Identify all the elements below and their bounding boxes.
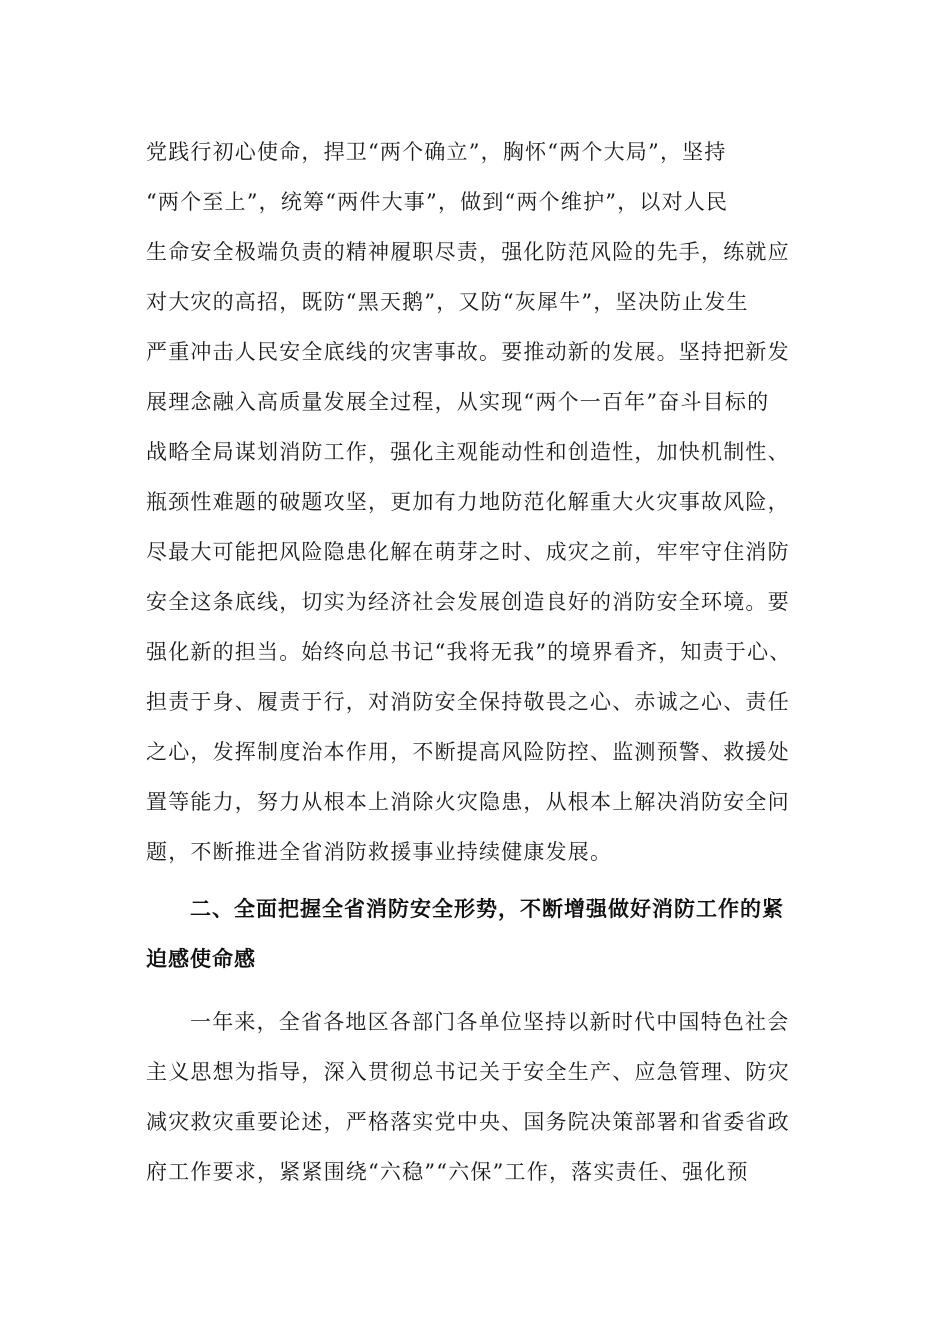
paragraph-line: 对大灾的高招，既防“黑天鹅”，又防“灰犀牛”，坚决防止发生 (146, 290, 749, 314)
section-heading (146, 884, 826, 984)
paragraph-line: 生命安全极端负责的精神履职尽责，强化防范风险的先手，练就应 (146, 240, 790, 264)
paragraph-line: 题，不断推进全省消防救援事业持续健康发展。 (146, 840, 613, 864)
paragraph-line: 尽最大可能把风险隐患化解在萌芽之时、成灾之前，牢牢守住消防 (146, 540, 790, 564)
paragraph-line: 一年来，全省各地区各部门各单位坚持以新时代中国特色社会 (190, 1010, 790, 1034)
paragraph-line: 府工作要求，紧紧围绕“六稳”“六保”工作，落实责任、强化预 (146, 1160, 749, 1184)
paragraph-line: 瓶颈性难题的破题攻坚，更加有力地防范化解重大火灾事故风险， (146, 490, 790, 514)
paragraph-line: 严重冲击人民安全底线的灾害事故。要推动新的发展。坚持把新发 (146, 340, 790, 364)
paragraph-line: 主义思想为指导，深入贯彻总书记关于安全生产、应急管理、防灾 (146, 1060, 790, 1084)
paragraph-line: 安全这条底线，切实为经济社会发展创造良好的消防安全环境。要 (146, 590, 790, 614)
paragraph-line: 减灾救灾重要论述，严格落实党中央、国务院决策部署和省委省政 (146, 1110, 790, 1134)
paragraph-line: 强化新的担当。始终向总书记“我将无我”的境界看齐，知责于心、 (146, 640, 792, 664)
heading-line: 二、全面把握全省消防安全形势，不断增强做好消防工作的紧 (190, 897, 784, 921)
paragraph-line: 战略全局谋划消防工作，强化主观能动性和创造性，加快机制性、 (146, 440, 790, 464)
paragraph-line: 展理念融入高质量发展全过程，从实现“两个一百年”奋斗目标的 (146, 390, 770, 414)
paragraph (146, 997, 826, 1197)
heading-line: 迫感使命感 (146, 947, 256, 971)
paragraph-line: 党践行初心使命，捍卫“两个确立”，胸怀“两个大局”，坚持 (146, 140, 727, 164)
paragraph-line: 之心，发挥制度治本作用，不断提高风险防控、监测预警、救援处 (146, 740, 790, 764)
paragraph-continued (146, 127, 826, 877)
paragraph-line: 置等能力，努力从根本上消除火灾隐患，从根本上解决消防安全问 (146, 790, 790, 814)
paragraph-line: 担责于身、履责于行，对消防安全保持敬畏之心、赤诚之心、责任 (146, 690, 790, 714)
paragraph-line: “两个至上”，统筹“两件大事”，做到“两个维护”，以对人民 (146, 190, 729, 214)
